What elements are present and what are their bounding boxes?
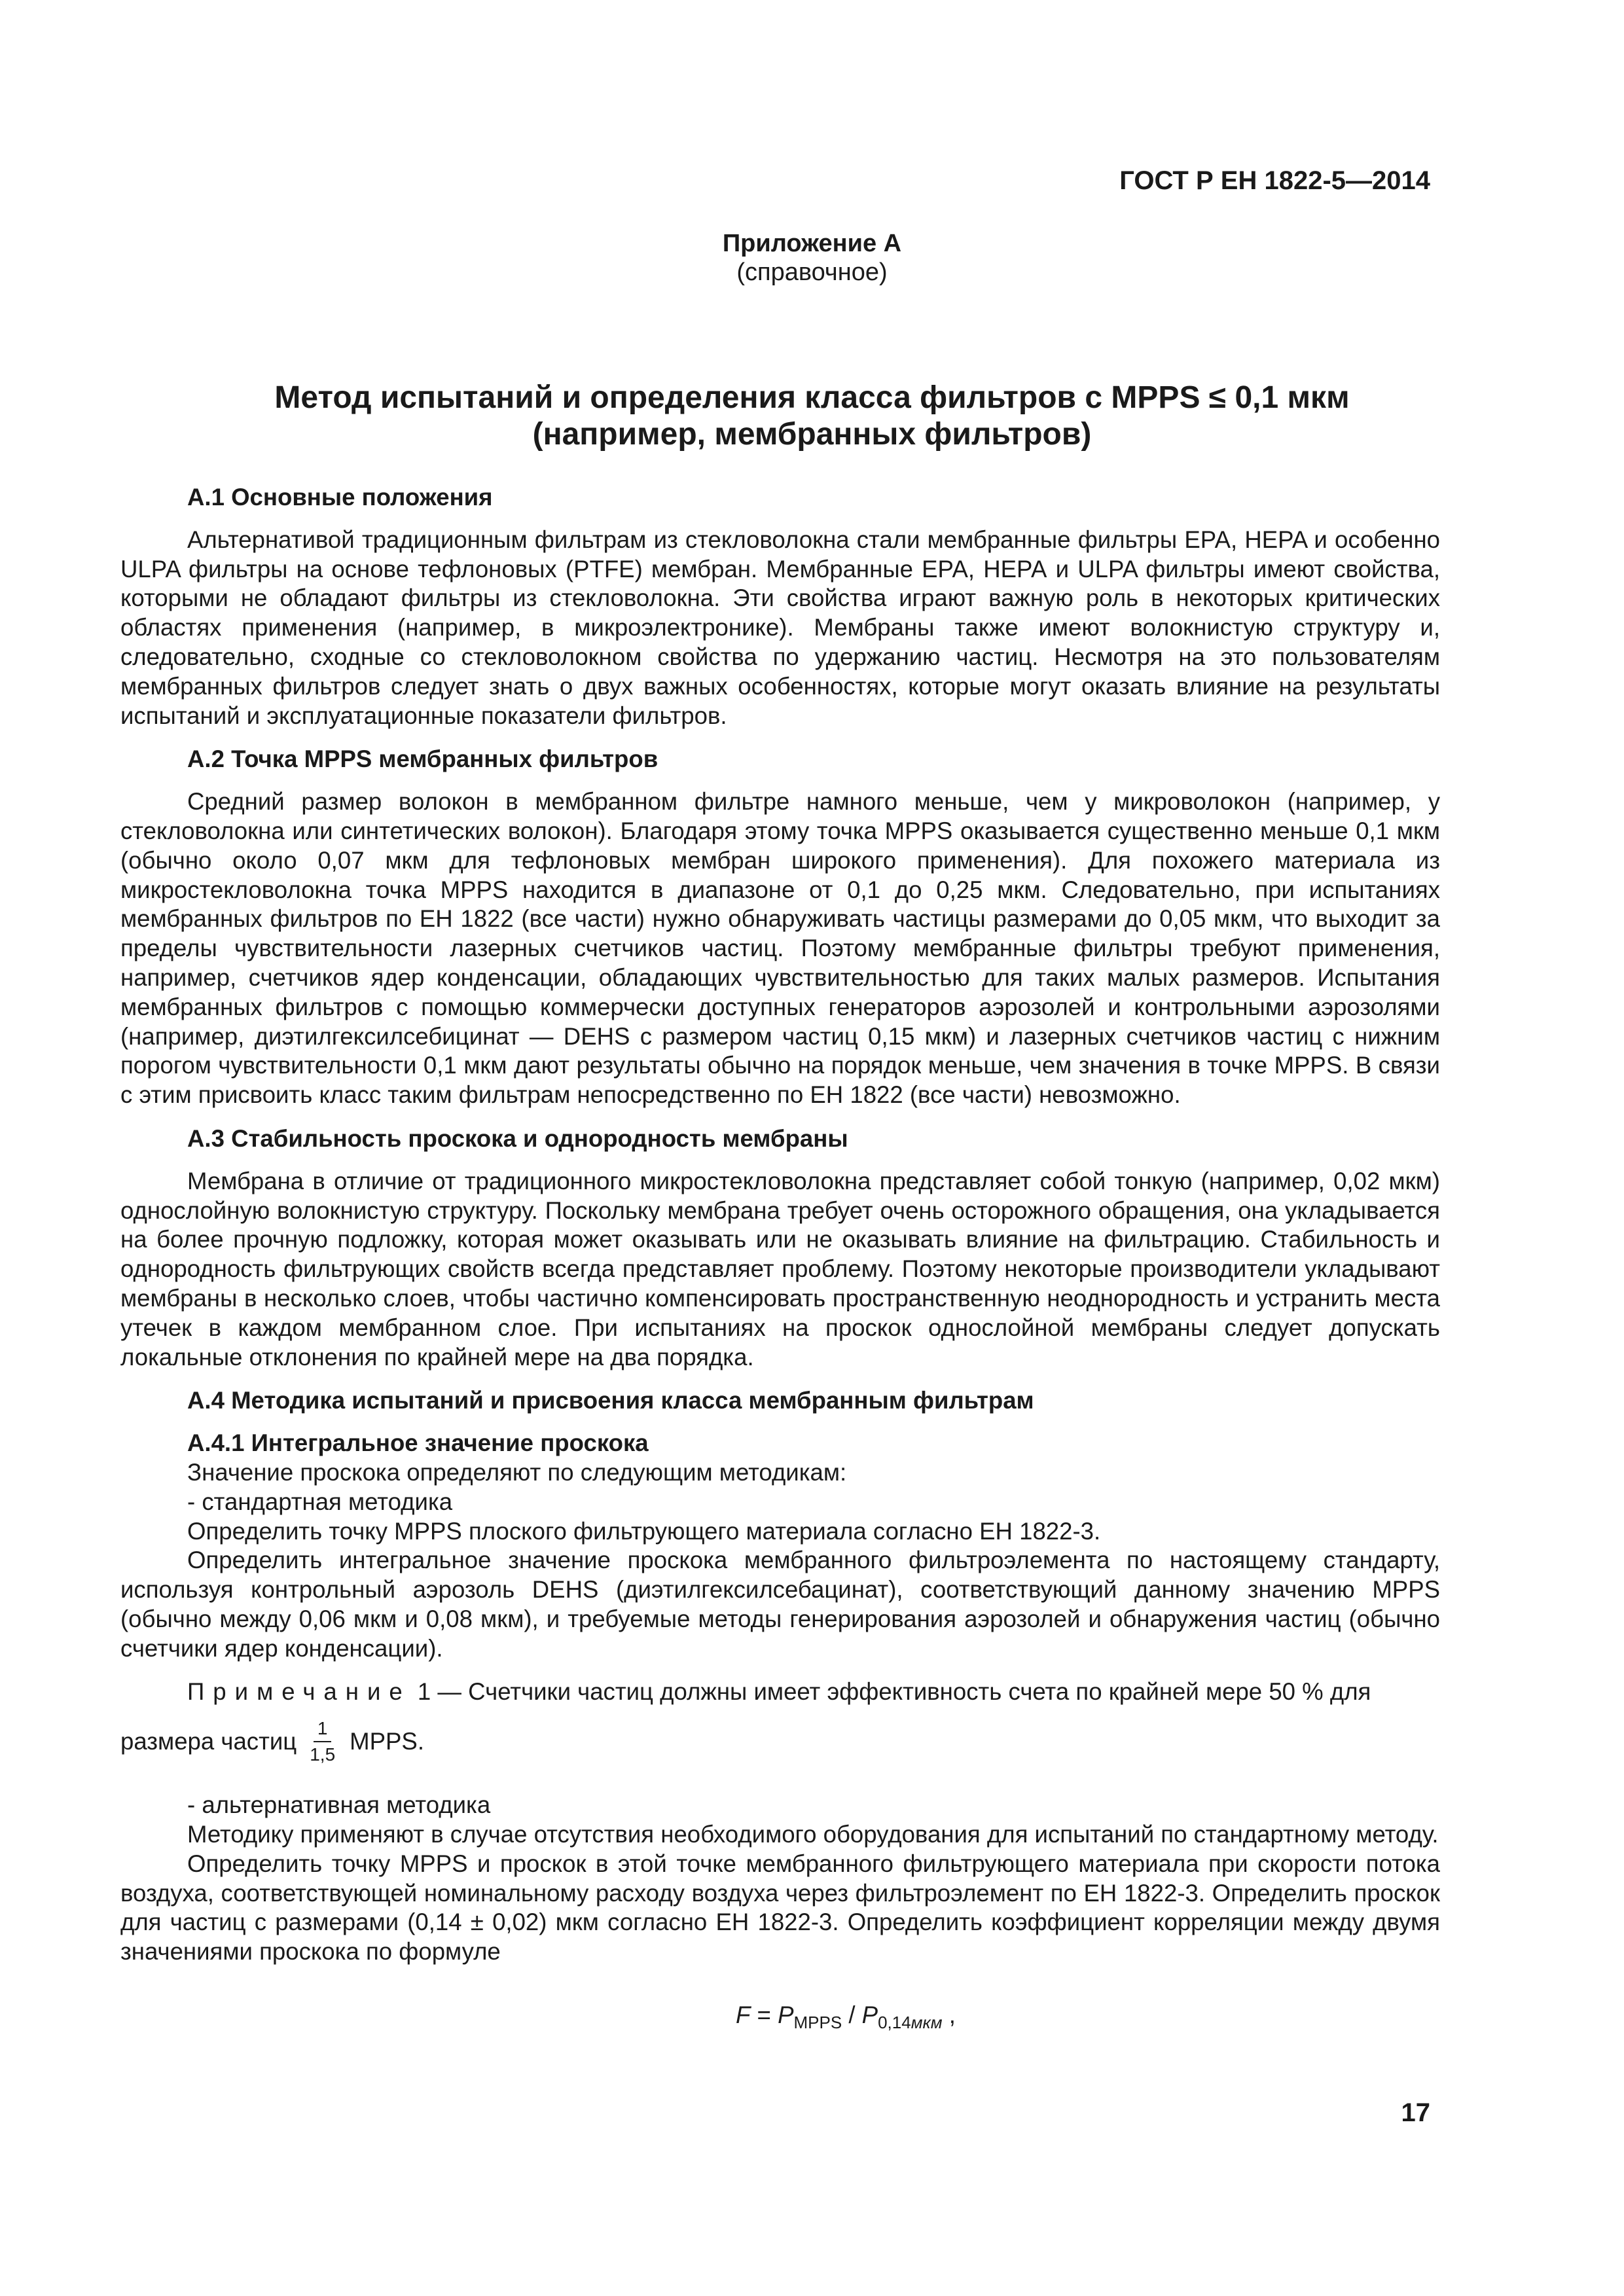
standard-method-step-2: Определить интегральное значение проскока мембранного фильтроэлемента по настоящему стандарту, используя контрольный аэрозоль DEHS (диэтилгексилсебацинат), соответствующий данному значению MPPS (обычно между 0,06 мкм и 0,08 мкм), и требуемые методы генерирования аэрозолей и обнаружения частиц (обычно счетчики ядер конденсации). [120, 1547, 1440, 1662]
standard-method-label: - стандартная методика [187, 1488, 453, 1515]
section-a1-heading: А.1 Основные положения [187, 484, 493, 511]
formula-sub-mpps: MPPS [793, 2013, 842, 2033]
document-body [120, 483, 1440, 2037]
section-a41-heading: А.4.1 Интегральное значение проскока [187, 1429, 649, 1457]
note-1-continuation [120, 1719, 1440, 1765]
document-title [118, 380, 1506, 453]
a41-intro: Значение проскока определяют по следующим методикам: [187, 1458, 847, 1486]
alternative-method-step-2: Определить точку MPPS и проскок в этой точке мембранного фильтрующего материала при скорости потока воздуха, соответствующей номинальному расходу воздуха через фильтроэлемент по ЕН 1822-3. Определить проскок для частиц с размерами (0,14 ± 0,02) мкм согласно ЕН 1822-3. Определить коэффициент корреляции между двумя значениями проскока по формуле [120, 1850, 1440, 1965]
standard-designation: ГОСТ Р ЕН 1822-5—2014 [1119, 166, 1430, 195]
formula-slash: / [842, 2001, 862, 2029]
note-label: Примечание [187, 1678, 411, 1706]
title-line-1: Метод испытаний и определения класса фильтров с MPPS ≤ 0,1 мкм [274, 380, 1350, 415]
title-line-2: (например, мембранных фильтров) [532, 417, 1092, 452]
note-text-3: MPPS. [350, 1727, 424, 1755]
annex-subtitle: (справочное) [736, 259, 888, 286]
fraction [310, 1719, 335, 1765]
formula-lhs: F [736, 2001, 751, 2029]
alternative-method-step-1: Методику применяют в случае отсутствия необходимого оборудования для испытаний по стандартному методу. [187, 1821, 1439, 1848]
section-a3-text: Мембрана в отличие от традиционного микростекловолокна представляет собой тонкую (например, 0,02 мкм) однослойную волокнистую структуру. Поскольку мембрана требует очень осторожного обращения, она укладывается на более прочную подложку, которая может оказывать или не оказывать влияние на фильтрацию. Стабильность и однородность фильтрующих свойств всегда представляет проблему. Поэтому некоторые производители укладывают мембраны в несколько слоев, чтобы частично компенсировать пространственную неоднородность и устранить места утечек в каждом мембранном слое. При испытаниях на проскок однослойной мембраны следует допускать локальные отклонения по крайней мере на два порядка. [120, 1167, 1440, 1371]
formula-p1: P [778, 2001, 794, 2029]
fraction-denominator: 1,5 [310, 1744, 336, 1765]
section-a2-heading: А.2 Точка MPPS мембранных фильтров [187, 745, 659, 773]
section-a4-heading: А.4 Методика испытаний и присвоения класса мембранным фильтрам [187, 1387, 1034, 1414]
formula-p2: P [861, 2001, 878, 2029]
formula-equals: = [750, 2001, 778, 2029]
formula-sub-size-value: 0,14 [878, 2013, 911, 2033]
standard-method-step-1: Определить точку MPPS плоского фильтрующего материала согласно ЕН 1822-3. [187, 1517, 1101, 1545]
formula-sub-size-unit: мкм [911, 2013, 943, 2033]
formula-sub-size [878, 2013, 943, 2032]
note-text: 1 — Счетчики частиц должны имеет эффективность счета по крайней мере 50 % для [410, 1678, 1371, 1706]
page-number: 17 [1401, 2098, 1430, 2127]
annex-title: Приложение А [722, 230, 902, 257]
annex-heading [0, 229, 1624, 287]
section-a2-text: Средний размер волокон в мембранном фильтре намного меньше, чем у микроволокон (например, у стекловолокна или синтетических волокон). Благодаря этому точка MPPS оказывается существенно меньше 0,1 мкм (обычно около 0,07 мкм для тефлоновых мембран широкого применения). Для похожего материала из микростекловолокна точка MPPS находится в диапазоне от 0,1 до 0,25 мкм. Следовательно, при испытаниях мембранных фильтров по ЕН 1822 (все части) нужно обнаруживать частицы размерами до 0,05 мкм, что выходит за пределы чувствительности лазерных счетчиков частиц. Поэтому мембранные фильтры требуют применения, например, счетчиков ядер конденсации, обладающих чувствительностью для таких малых размеров. Испытания мембранных фильтров с помощью коммерчески доступных генераторов аэрозолей и контрольными аэрозолями (например, диэтилгексилсебицинат — DEHS с размером частиц 0,15 мкм) и лазерных счетчиков частиц с нижним порогом чувствительности 0,1 мкм дают результаты обычно на порядок меньше, чем значения в точке MPPS. В связи с этим присвоить класс таким фильтрам непосредственно по ЕН 1822 (все части) невозможно. [120, 788, 1440, 1109]
correlation-formula [120, 2001, 1440, 2037]
alternative-method-label: - альтернативная методика [187, 1791, 491, 1819]
fraction-numerator: 1 [314, 1719, 332, 1742]
note-1 [120, 1677, 1440, 1707]
formula-comma: , [942, 2001, 956, 2029]
section-a1-text: Альтернативой традиционным фильтрам из стекловолокна стали мембранные фильтры ЕРА, HEPA и особенно ULPA фильтры на основе тефлоновых (PTFE) мембран. Мембранные ЕРА, НЕРА и ULPA фильтры имеют свойства, которыми не обладают фильтры из стекловолокна. Эти свойства играют важную роль в некоторых критических областях применения (например, в микроэлектронике). Мембраны также имеют волокнистую структуру и, следовательно, сходные со стекловолокном свойства по удержанию частиц. Несмотря на это пользователям мембранных фильтров следует знать о двух важных особенностях, которые могут оказать влияние на результаты испытаний и эксплуатационные показатели фильтров. [120, 526, 1440, 729]
section-a3-heading: А.3 Стабильность проскока и однородность мембраны [187, 1124, 848, 1152]
note-text-2: размера частиц [120, 1727, 297, 1755]
